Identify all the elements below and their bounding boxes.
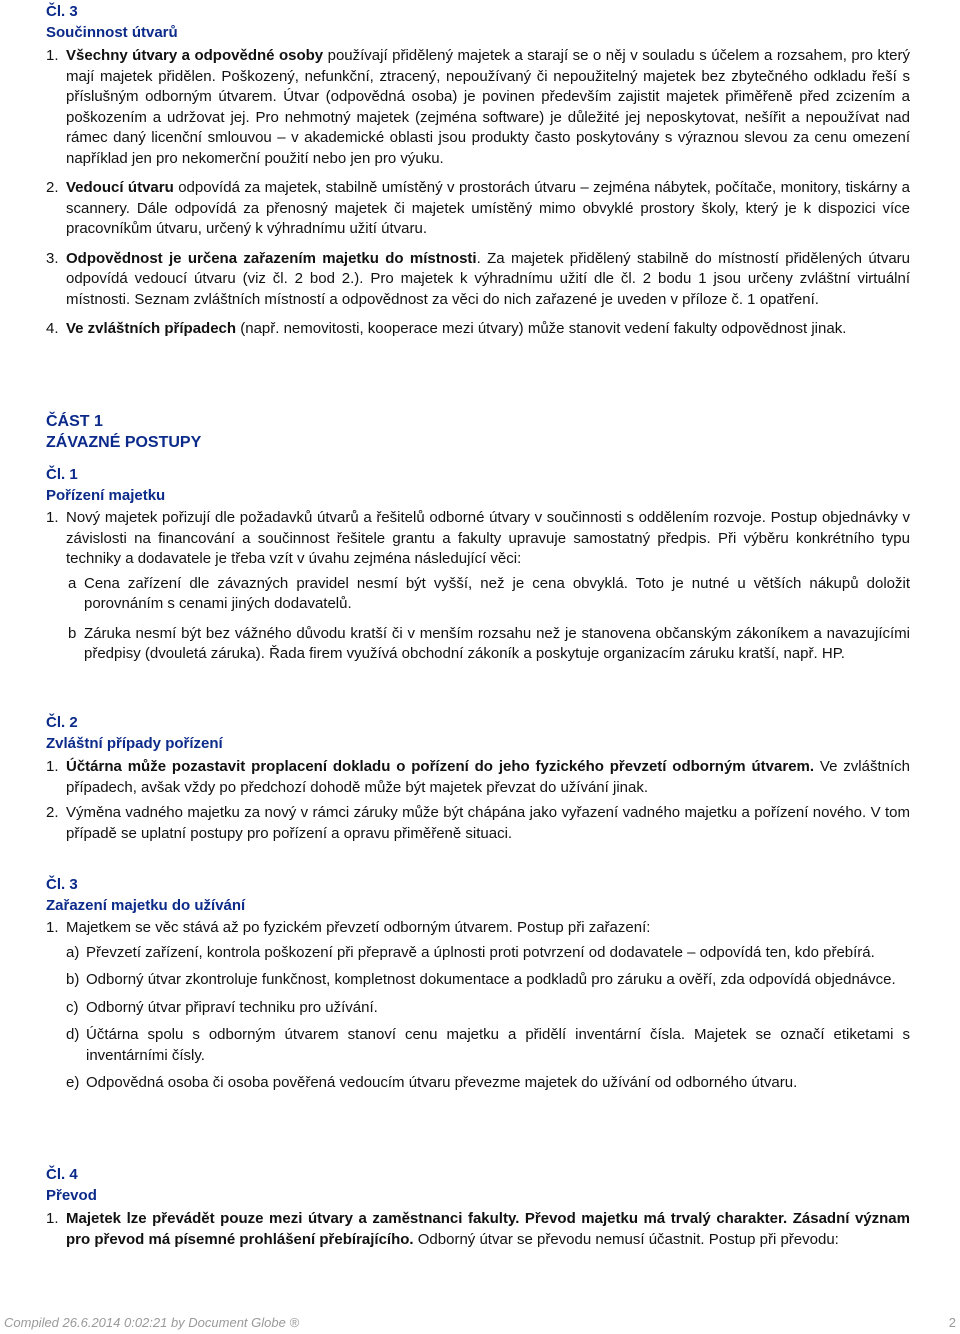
article-title: Zařazení majetku do užívání [46,896,246,914]
list-item: 4. Ve zvláštních případech (např. nemovitosti, kooperace mezi útvary) může stanovit vedení fakulty odpovědnost jinak. [46,320,847,337]
sub-item: b Záruka nesmí být bez vážného důvodu kratší či v menším rozsahu než je stanovena občanským zákoníkem a navazujícími předpisy (dvouletá záruka). Řada firem využívá obchodní zákoník a poskytuje organizacím záruku kratší, např. HP. [68,624,910,662]
section-heading [46,2,178,43]
list-item: 1. Majetkem se věc stává až po fyzickém převzetí odborným útvarem. Postup při zařazení: [46,919,651,936]
part-number: ČÁST 1 [46,413,103,430]
article-number: Čl. 2 [46,714,78,731]
article-number: Čl. 4 [46,1166,78,1183]
article-title: Zvláštní případy pořízení [46,734,223,752]
list-item: 2. Výměna vadného majetku za nový v rámci záruky může být chápána jako vyřazení vadného majetku a pořízení nového. V tom případě se uplatní postupy pro pořízení a opravu přiměřeně situaci. [46,804,910,842]
sub-item: a) Převzetí zařízení, kontrola poškození při přepravě a úplnosti proti potvrzení od dodavatele – odpovídá ten, kdo přebírá. [66,943,875,961]
article-title: Pořízení majetku [46,486,166,504]
list-item: 1. Všechny útvary a odpovědné osoby používají přidělený majetek a starají se o něj v souladu s účelem a rozsahem, pro který mají majetek přidělen. Poškozený, nefunkční, ztracený, nepoužívaný či nepoužitelný majetek bez zbytečného odkladu řeší s příslušným odborným útvarem. Útvar (odpovědná osoba) je povinen především zajistit majetek přiměřeně před zcizením a poškozením a udržovat jej. Pro nehmotný majetek (zejména software) je důležité jej neposkytovat, nešířit a nepoužívat nad rámec daný licenční smlouvou – v akademické oblasti jsou produkty často poskytovány s výraznou slevou za cenu omezení například jen pro nekomerční použití nebo jen pro výuku. [46,47,910,167]
list-item: 2. Vedoucí útvaru odpovídá za majetek, stabilně umístěný v prostorách útvaru – zejména nábytek, počítače, monitory, tiskárny a scannery. Dále odpovídá za přenosný majetek či majetek umístěný mimo obvyklé prostory školy, který je k dispozici více pracovníkům útvaru, určený k výhradnímu užití útvaru. [46,179,911,237]
sub-item: e) Odpovědná osoba či osoba pověřená vedoucím útvaru převezme majetek do užívání od odborného útvaru. [66,1074,798,1091]
article-heading [46,875,245,916]
part-heading [46,411,201,453]
list-item: 1. Účtárna může pozastavit proplacení dokladu o pořízení do jeho fyzického převzetí odborným útvarem. Ve zvláštních případech, avšak vždy po předchozí dohodě může být majetek převzat do užívání jinak. [46,758,910,796]
part-title: ZÁVAZNÉ POSTUPY [46,434,202,451]
list-item: 3. Odpovědnost je určena zařazením majetku do místnosti. Za majetek přidělený stabilně do místností přidělených útvaru odpovídá vedoucí útvaru (viz čl. 2 bod 2.). Pro majetek k výhradnímu užití dle čl. 2 bodu 1 jsou určeny zvláštní virtuální místnosti. Seznam zvláštních místností a odpovědnost za věci do nich zařazené je uveden v příloze č. 1 opatření. [46,249,911,308]
article-title: Převod [46,1186,97,1204]
sub-item: c) Odborný útvar připraví techniku pro užívání. [66,998,378,1016]
section-number: Čl. 3 [46,3,78,20]
article-number: Čl. 3 [46,876,78,893]
article-heading [46,713,223,754]
compiled-note: Compiled 26.6.2014 0:02:21 by Document Globe ® [4,1315,300,1330]
article-heading [46,465,165,506]
sub-item: a Cena zařízení dle závazných pravidel nesmí být vyšší, než je cena obvyklá. Toto je nutné u větších nákupů doložit porovnáním s cenami jiných dodavatelů. [68,574,910,612]
sub-item: b) Odborný útvar zkontroluje funkčnost, kompletnost dokumentace a podkladů pro záruku a ověří, zda odpovídá objednávce. [66,971,896,988]
article-heading [46,1165,97,1206]
article-number: Čl. 1 [46,466,78,483]
list-item: 1. Majetek lze převádět pouze mezi útvary a zaměstnanci fakulty. Převod majetku má trvalý charakter. Zásadní význam pro převod má písemné prohlášení přebírajícího. Odborný útvar se převodu nemusí účastnit. Postup při převodu: [46,1210,910,1248]
section-title: Součinnost útvarů [46,23,178,41]
list-item: 1. Nový majetek pořizují dle požadavků útvarů a řešitelů odborné útvary v součinnosti s oddělením rozvoje. Postup objednávky v závislosti na financování a součinnost řešitele grantu a fakulty upravuje samostatný předpis. Při výběru konkrétního typu techniky a dodavatele je třeba vzít v úvahu zejména následující věci: [46,509,910,567]
page-footer [0,1313,960,1331]
sub-item: d) Účtárna spolu s odborným útvarem stanoví cenu majetku a přidělí inventární čísla. Majetek se označí etiketami s inventárními čísly. [66,1026,910,1064]
page-number: 2 [948,1315,956,1330]
